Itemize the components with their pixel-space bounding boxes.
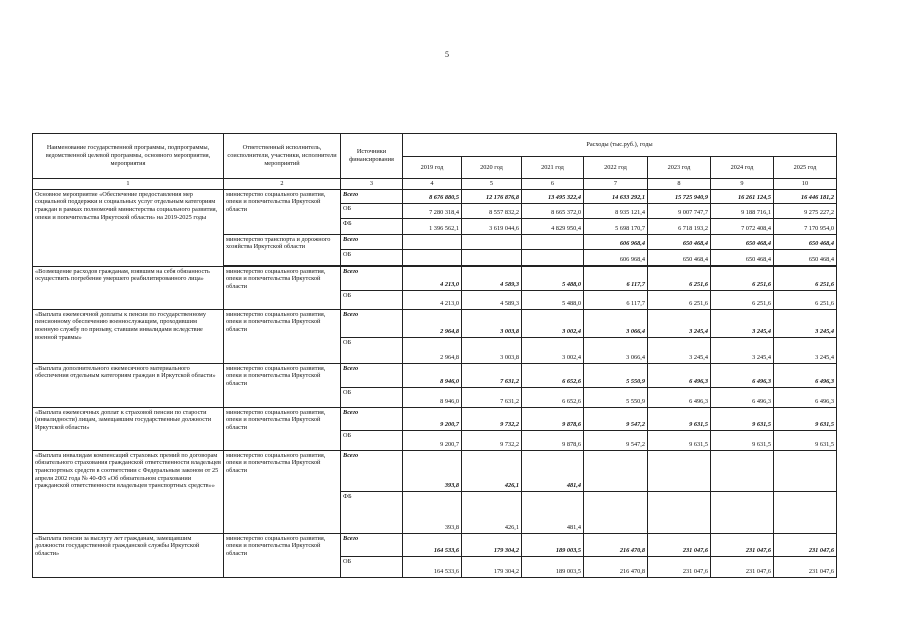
value: 13 495 322,4 [522, 189, 584, 203]
value: 650 468,4 [711, 234, 774, 249]
page-number: 5 [445, 50, 449, 59]
header-expenses: Расходы (тыс.руб.), годы [403, 134, 837, 157]
value: 6 251,6 [774, 266, 837, 290]
value: 650 468,4 [648, 234, 711, 249]
value: 12 176 876,8 [462, 189, 522, 203]
source-ob: ОБ [341, 387, 403, 407]
source-fb: ФБ [341, 491, 403, 533]
value: 231 047,6 [711, 533, 774, 556]
value: 6 496,3 [648, 387, 711, 407]
col-number: 5 [462, 179, 522, 190]
value: 7 631,2 [462, 387, 522, 407]
row-executor: министерство социального развития, опеки и попечительства Иркутской области [224, 450, 341, 533]
value: 650 468,4 [774, 234, 837, 249]
row-name: Основное мероприятие «Обеспечение предоставления мер социальной поддержки и социальных услуг отдельным категориям граждан в рамках полномочий министерства социального развития, опеки и попечительства Иркутской области» на 2019-2025 годы [33, 189, 224, 266]
row-name: «Выплата дополнительного ежемесячного материального обеспечения отдельным категориям граждан в Иркутской области» [33, 363, 224, 407]
table-row [33, 407, 837, 430]
value: 5 550,9 [584, 363, 648, 387]
table-row [33, 309, 837, 337]
table-row [33, 189, 837, 203]
value: 650 468,4 [774, 249, 837, 265]
value: 9 631,5 [774, 430, 837, 450]
value: 6 251,6 [711, 290, 774, 309]
year-2021: 2021 год [522, 157, 584, 179]
value: 3 245,4 [774, 337, 837, 363]
expenses-table [32, 133, 837, 578]
value: 16 446 181,2 [774, 189, 837, 203]
value: 606 968,4 [584, 234, 648, 249]
value: 8 935 121,4 [584, 203, 648, 218]
value: 4 589,3 [462, 290, 522, 309]
value: 9 547,2 [584, 407, 648, 430]
value: 9 007 747,7 [648, 203, 711, 218]
header-source: Источники финансирования [341, 134, 403, 179]
value: 6 496,3 [711, 387, 774, 407]
value: 216 470,8 [584, 533, 648, 556]
value: 8 665 372,0 [522, 203, 584, 218]
row-name: «Возмещение расходов гражданам, взявшим на себя обязанность осуществить погребение умершего реабилитированного лица» [33, 266, 224, 309]
source-total: Всего [341, 533, 403, 556]
value: 1 396 562,1 [403, 218, 462, 234]
col-number: 7 [584, 179, 648, 190]
value: 650 468,4 [648, 249, 711, 265]
value: 481,4 [522, 450, 584, 491]
value: 9 878,6 [522, 430, 584, 450]
value: 4 213,0 [403, 290, 462, 309]
value: 3 002,4 [522, 337, 584, 363]
value: 9 631,5 [648, 407, 711, 430]
source-ob: ОБ [341, 430, 403, 450]
value: 189 003,5 [522, 556, 584, 577]
value: 3 245,4 [711, 337, 774, 363]
header-name: Наименование государственной программы, подпрограммы, ведомственной целевой программы, основного мероприятия, мероприятия [33, 134, 224, 179]
value: 393,8 [403, 491, 462, 533]
value: 8 557 832,2 [462, 203, 522, 218]
value: 231 047,6 [711, 556, 774, 577]
value: 6 251,6 [648, 290, 711, 309]
value: 5 488,0 [522, 290, 584, 309]
value: 6 117,7 [584, 266, 648, 290]
value: 9 200,7 [403, 407, 462, 430]
value: 9 631,5 [711, 407, 774, 430]
col-number: 9 [711, 179, 774, 190]
source-ob: ОБ [341, 249, 403, 265]
value: 8 946,0 [403, 387, 462, 407]
value: 9 547,2 [584, 430, 648, 450]
value: 6 251,6 [774, 290, 837, 309]
value: 15 725 940,9 [648, 189, 711, 203]
value: 9 631,5 [711, 430, 774, 450]
col-number: 2 [224, 179, 341, 190]
source-ob: ОБ [341, 337, 403, 363]
year-2025: 2025 год [774, 157, 837, 179]
row-executor: министерство социального развития, опеки и попечительства Иркутской области [224, 533, 341, 577]
value: 3 066,4 [584, 337, 648, 363]
value: 3 066,4 [584, 309, 648, 337]
value: 4 589,3 [462, 266, 522, 290]
value: 9 732,2 [462, 407, 522, 430]
source-ob: ОБ [341, 290, 403, 309]
value: 3 002,4 [522, 309, 584, 337]
value: 3 003,8 [462, 337, 522, 363]
value: 2 964,8 [403, 309, 462, 337]
row-executor: министерство транспорта и дорожного хозяйства Иркутской области [224, 234, 341, 265]
value: 6 652,6 [522, 363, 584, 387]
value: 3 245,4 [774, 309, 837, 337]
row-executor: министерство социального развития, опеки и попечительства Иркутской области [224, 309, 341, 363]
value: 164 533,6 [403, 556, 462, 577]
value: 231 047,6 [648, 556, 711, 577]
value: 7 280 318,4 [403, 203, 462, 218]
col-number: 1 [33, 179, 224, 190]
value: 6 496,3 [774, 363, 837, 387]
year-2019: 2019 год [403, 157, 462, 179]
value: 7 631,2 [462, 363, 522, 387]
value: 164 533,6 [403, 533, 462, 556]
col-number: 8 [648, 179, 711, 190]
value: 9 631,5 [648, 430, 711, 450]
table-row [33, 266, 837, 290]
table-row [33, 450, 837, 491]
value: 3 619 044,6 [462, 218, 522, 234]
value: 8 676 880,5 [403, 189, 462, 203]
value: 606 968,4 [584, 249, 648, 265]
value: 6 718 193,2 [648, 218, 711, 234]
source-total: Всего [341, 407, 403, 430]
source-ob: ОБ [341, 556, 403, 577]
value: 650 468,4 [711, 249, 774, 265]
source-total: Всего [341, 363, 403, 387]
col-number: 4 [403, 179, 462, 190]
row-name: «Выплата ежемесячных доплат к страховой пенсии по старости (инвалидности) лицам, замещавшим государственные должности Иркутской области» [33, 407, 224, 450]
value: 179 304,2 [462, 533, 522, 556]
row-name: «Выплата пенсии за выслугу лет гражданам, замещавшим должности государственной гражданской службы Иркутской области» [33, 533, 224, 577]
value: 231 047,6 [648, 533, 711, 556]
value: 189 003,5 [522, 533, 584, 556]
value: 9 631,5 [774, 407, 837, 430]
row-executor: министерство социального развития, опеки и попечительства Иркутской области [224, 407, 341, 450]
value: 6 496,3 [648, 363, 711, 387]
value: 5 488,0 [522, 266, 584, 290]
value: 14 633 292,1 [584, 189, 648, 203]
value: 3 245,4 [648, 309, 711, 337]
value: 3 003,8 [462, 309, 522, 337]
value: 9 732,2 [462, 430, 522, 450]
value: 9 200,7 [403, 430, 462, 450]
value: 4 213,0 [403, 266, 462, 290]
header-row [33, 134, 837, 157]
source-ob: ОБ [341, 203, 403, 218]
col-number: 10 [774, 179, 837, 190]
value: 231 047,6 [774, 533, 837, 556]
year-2022: 2022 год [584, 157, 648, 179]
value: 7 072 408,4 [711, 218, 774, 234]
value: 216 470,8 [584, 556, 648, 577]
value: 4 829 950,4 [522, 218, 584, 234]
col-number: 6 [522, 179, 584, 190]
value: 6 496,3 [711, 363, 774, 387]
value: 9 188 716,1 [711, 203, 774, 218]
column-numbers-row [33, 179, 837, 190]
value: 16 261 124,5 [711, 189, 774, 203]
table-row [33, 363, 837, 387]
row-executor: министерство социального развития, опеки и попечительства Иркутской области [224, 189, 341, 234]
value: 5 698 170,7 [584, 218, 648, 234]
col-number: 3 [341, 179, 403, 190]
value: 9 275 227,2 [774, 203, 837, 218]
row-executor: министерство социального развития, опеки и попечительства Иркутской области [224, 363, 341, 407]
value: 481,4 [522, 491, 584, 533]
value: 393,8 [403, 450, 462, 491]
value: 426,1 [462, 491, 522, 533]
value: 8 946,0 [403, 363, 462, 387]
value: 2 964,8 [403, 337, 462, 363]
year-2023: 2023 год [648, 157, 711, 179]
value: 426,1 [462, 450, 522, 491]
value: 6 117,7 [584, 290, 648, 309]
value: 6 652,6 [522, 387, 584, 407]
value: 9 878,6 [522, 407, 584, 430]
source-total: Всего [341, 234, 403, 249]
table-row [33, 533, 837, 556]
row-executor: министерство социального развития, опеки и попечительства Иркутской области [224, 266, 341, 309]
source-total: Всего [341, 450, 403, 491]
value: 6 496,3 [774, 387, 837, 407]
value: 6 251,6 [648, 266, 711, 290]
value: 3 245,4 [711, 309, 774, 337]
source-total: Всего [341, 309, 403, 337]
source-fb: ФБ [341, 218, 403, 234]
value: 7 170 954,0 [774, 218, 837, 234]
year-2020: 2020 год [462, 157, 522, 179]
source-total: Всего [341, 189, 403, 203]
value: 231 047,6 [774, 556, 837, 577]
header-executor: Ответственный исполнитель, соисполнители, участники, исполнители мероприятий [224, 134, 341, 179]
value: 6 251,6 [711, 266, 774, 290]
value: 179 304,2 [462, 556, 522, 577]
row-name: «Выплата ежемесячной доплаты к пенсии по государственному пенсионному обеспечению военнослужащим, проходившим военную службу по призыву, ставшим инвалидами вследствие военной травмы» [33, 309, 224, 363]
value: 3 245,4 [648, 337, 711, 363]
value: 5 550,9 [584, 387, 648, 407]
source-total: Всего [341, 266, 403, 290]
row-name: «Выплата инвалидам компенсаций страховых премий по договорам обязательного страхования гражданской ответственности владельцев транспортных средств в соответствии с Федеральным законом от 25 апреля 2002 года № 40-ФЗ «Об обязательном страховании гражданской ответственности владельцев транспортных средств»» [33, 450, 224, 533]
year-2024: 2024 год [711, 157, 774, 179]
